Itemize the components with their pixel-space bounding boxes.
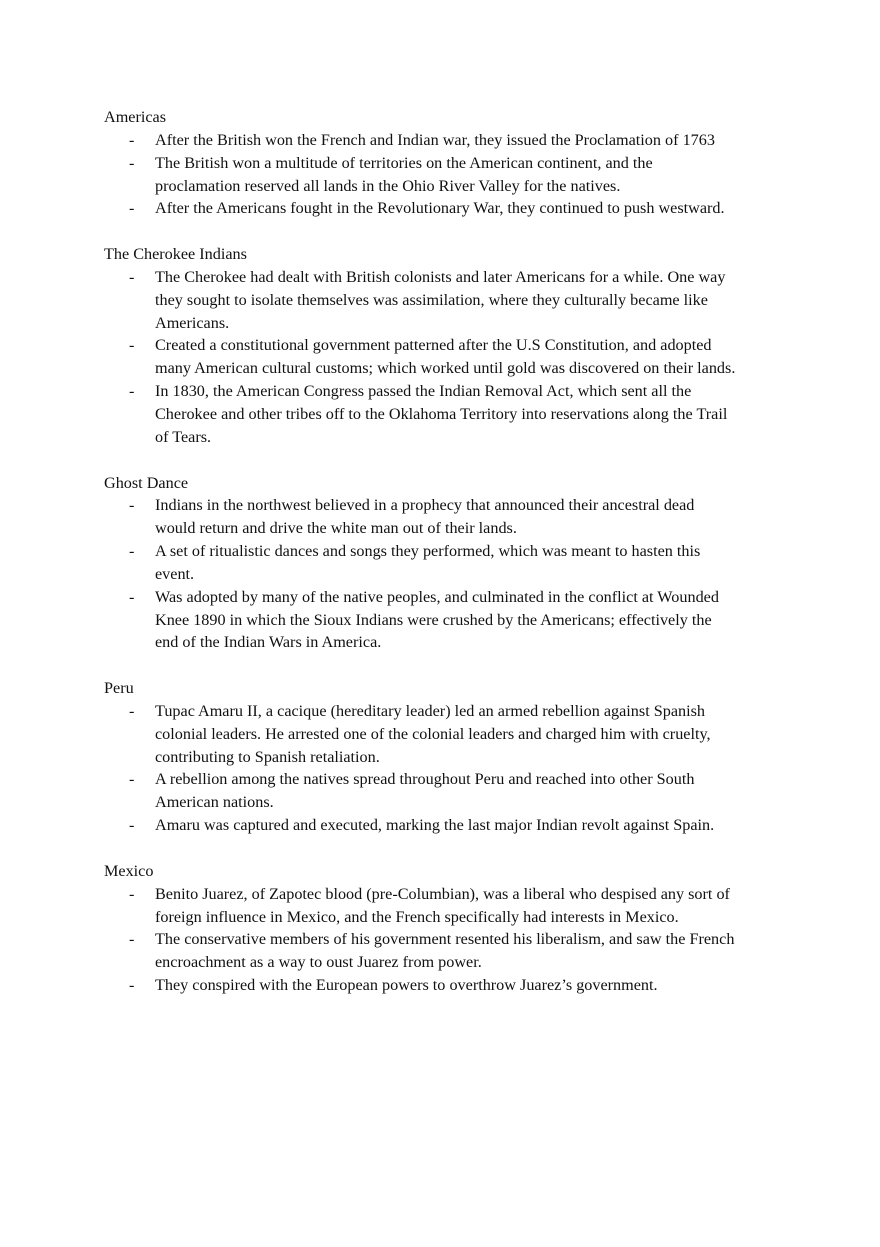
bullet-item xyxy=(104,883,804,929)
bullet-dash: - xyxy=(129,496,135,515)
bullet-text-line: event. xyxy=(155,564,195,583)
section-mexico xyxy=(104,860,804,997)
bullet-text-line: many American cultural customs; which worked until gold was discovered on their lands. xyxy=(155,359,736,378)
bullet-text-line: A set of ritualistic dances and songs they performed, which was meant to hasten this xyxy=(155,542,701,561)
section-heading: Peru xyxy=(104,679,134,698)
bullet-item xyxy=(104,197,804,220)
bullet-item xyxy=(104,700,804,769)
bullet-text-line: Knee 1890 in which the Sioux Indians were crushed by the Americans; effectively the xyxy=(155,610,712,629)
bullet-dash: - xyxy=(129,587,135,606)
bullet-dash: - xyxy=(129,153,135,172)
bullet-item xyxy=(104,129,804,152)
bullet-text-line: A rebellion among the natives spread throughout Peru and reached into other South xyxy=(155,770,695,789)
section-heading: Mexico xyxy=(104,861,154,880)
section-ghost-dance xyxy=(104,472,804,655)
section-heading: Ghost Dance xyxy=(104,473,189,492)
bullet-text-line: The Cherokee had dealt with British colonists and later Americans for a while. One way xyxy=(155,267,726,286)
bullet-dash: - xyxy=(129,199,135,218)
bullet-text-line: Americans. xyxy=(155,313,230,332)
bullet-dash: - xyxy=(129,267,135,286)
bullet-item xyxy=(104,380,804,449)
bullet-dash: - xyxy=(129,542,135,561)
bullet-text-line: They conspired with the European powers to overthrow Juarez’s government. xyxy=(155,976,658,995)
bullet-dash: - xyxy=(129,701,135,720)
section-heading: The Cherokee Indians xyxy=(104,245,247,264)
bullet-text-line: they sought to isolate themselves was assimilation, where they culturally became like xyxy=(155,290,708,309)
bullet-text-line: Was adopted by many of the native peoples, and culminated in the conflict at Wounded xyxy=(155,587,719,606)
bullet-item xyxy=(104,334,804,380)
section-americas xyxy=(104,106,804,220)
document-body xyxy=(104,106,804,1020)
bullet-item xyxy=(104,974,804,997)
bullet-text-line: After the Americans fought in the Revolutionary War, they continued to push westward. xyxy=(155,199,725,218)
bullet-text-line: After the British won the French and Indian war, they issued the Proclamation of 1763 xyxy=(155,130,715,149)
bullet-text-line: Tupac Amaru II, a cacique (hereditary leader) led an armed rebellion against Spanish xyxy=(155,701,706,720)
bullet-text-line: of Tears. xyxy=(155,427,212,446)
bullet-item xyxy=(104,814,804,837)
bullet-item xyxy=(104,152,804,198)
bullet-dash: - xyxy=(129,770,135,789)
bullet-text-line: encroachment as a way to oust Juarez from power. xyxy=(155,953,482,972)
bullet-item xyxy=(104,928,804,974)
bullet-dash: - xyxy=(129,382,135,401)
bullet-item xyxy=(104,540,804,586)
bullet-text-line: The British won a multitude of territories on the American continent, and the xyxy=(155,153,653,172)
bullet-text-line: Created a constitutional government patterned after the U.S Constitution, and adopted xyxy=(155,336,712,355)
section-the-cherokee-indians xyxy=(104,243,804,449)
bullet-dash: - xyxy=(129,884,135,903)
bullet-text-line: Benito Juarez, of Zapotec blood (pre-Columbian), was a liberal who despised any sort of xyxy=(155,884,730,903)
bullet-text-line: colonial leaders. He arrested one of the colonial leaders and charged him with cruelty, xyxy=(155,724,711,743)
bullet-text-line: proclamation reserved all lands in the Ohio River Valley for the natives. xyxy=(155,176,621,195)
bullet-dash: - xyxy=(129,930,135,949)
section-heading: Americas xyxy=(104,108,167,126)
bullet-text-line: The conservative members of his government resented his liberalism, and saw the French xyxy=(155,930,735,949)
bullet-text-line: foreign influence in Mexico, and the French specifically had interests in Mexico. xyxy=(155,907,679,926)
bullet-dash: - xyxy=(129,130,135,149)
bullet-item xyxy=(104,768,804,814)
bullet-text-line: Cherokee and other tribes off to the Oklahoma Territory into reservations along the Trail xyxy=(155,404,728,423)
bullet-text-line: Indians in the northwest believed in a prophecy that announced their ancestral dead xyxy=(155,496,695,515)
bullet-text-line: American nations. xyxy=(155,793,274,812)
section-peru xyxy=(104,677,804,837)
bullet-text-line: contributing to Spanish retaliation. xyxy=(155,747,380,766)
bullet-text-line: would return and drive the white man out of their lands. xyxy=(155,519,517,538)
bullet-dash: - xyxy=(129,336,135,355)
bullet-text-line: Amaru was captured and executed, marking the last major Indian revolt against Spain. xyxy=(155,816,715,835)
bullet-item xyxy=(104,586,804,655)
bullet-item xyxy=(104,266,804,335)
bullet-text-line: end of the Indian Wars in America. xyxy=(155,633,382,652)
bullet-item xyxy=(104,494,804,540)
bullet-text-line: In 1830, the American Congress passed the Indian Removal Act, which sent all the xyxy=(155,382,692,401)
bullet-dash: - xyxy=(129,976,135,995)
bullet-dash: - xyxy=(129,816,135,835)
